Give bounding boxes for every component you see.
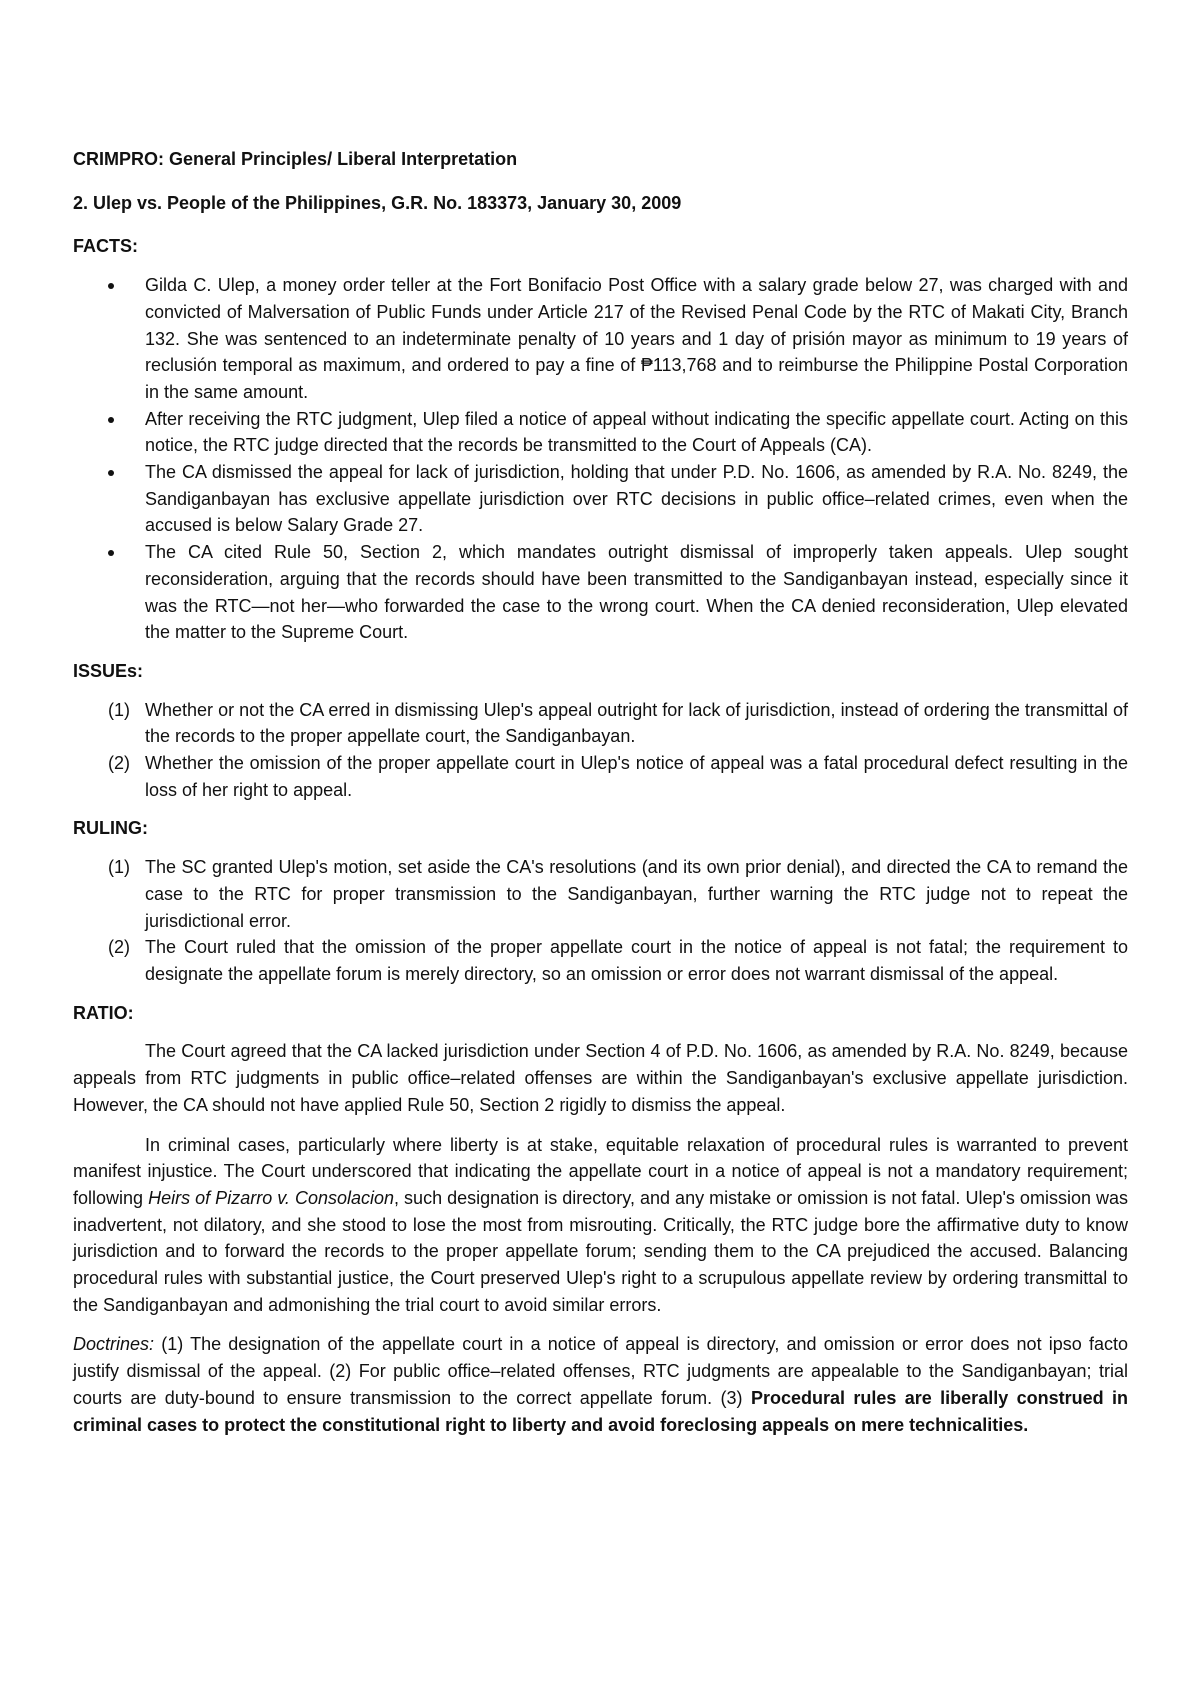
document-title: CRIMPRO: General Principles/ Liberal Interpretation <box>73 149 518 169</box>
issues-heading: ISSUEs: <box>73 660 144 681</box>
doctrines-label: Doctrines: <box>73 1334 155 1355</box>
ruling-heading: RULING: <box>73 818 148 839</box>
issues-list <box>73 697 1128 804</box>
ratio-paragraph-1: The Court agreed that the CA lacked jurisdiction under Section 4 of P.D. No. 1606, as amended by R.A. No. 8249, because appeals from RTC judgments in public office–related offenses are within the Sandiganbayan's exclusive appellate jurisdiction. However, the CA should not have applied Rule 50, Section 2 rigidly to dismiss the appeal. <box>73 1041 1128 1115</box>
ratio-heading: RATIO: <box>73 1002 134 1023</box>
facts-item <box>73 272 1128 406</box>
case-title: 2. Ulep vs. People of the Philippines, G.R. No. 183373, January 30, 2009 <box>73 192 682 213</box>
facts-item <box>73 406 1128 459</box>
case-citation: Heirs of Pizarro v. Consolacion <box>148 1187 395 1208</box>
bullet-icon <box>108 283 114 289</box>
ratio-paragraph-2-text-b: , such designation is directory, and any mistake or omission is not fatal. Ulep's omission was inadvertent, not dilatory, and she stood to lose the most from misrouting. Critically, the RTC judge bore the affirmative duty to know jurisdiction and to forward the records to the proper appellate forum; sending them to the CA prejudiced the accused. Balancing procedural rules with substantial justice, the Court preserved Ulep's right to a scrupulous appellate review by ordering transmittal to the Sandiganbayan and admonishing the trial court to avoid similar errors. <box>73 1187 1129 1315</box>
ruling-number: (1) <box>108 857 130 878</box>
facts-item <box>73 539 1128 646</box>
ruling-list <box>73 854 1128 988</box>
facts-item <box>73 459 1128 539</box>
ruling-text: The Court ruled that the omission of the proper appellate court in the notice of appeal is not fatal; the requirement to designate the appellate forum is merely directory, so an omission or error does not warrant dismissal of the appeal. <box>145 937 1128 984</box>
facts-item-text: The CA cited Rule 50, Section 2, which mandates outright dismissal of improperly taken appeals. Ulep sought reconsideration, arguing that the records should have been transmitted to the Sandiganbayan instead, especially since it was the RTC—not her—who forwarded the case to the wrong court. When the CA denied reconsideration, Ulep elevated the matter to the Supreme Court. <box>145 542 1128 643</box>
ratio-paragraph-2-text-a: In criminal cases, particularly where liberty is at stake, equitable relaxation of procedural rules is warranted to prevent manifest injustice. The Court underscored that indicating the appellate court in a notice of appeal is not a mandatory requirement; following <box>73 1134 1128 1208</box>
bullet-icon <box>108 550 114 556</box>
ratio-paragraph-2 <box>73 1132 1128 1319</box>
bullet-icon <box>108 470 114 476</box>
issue-item <box>73 697 1128 750</box>
bullet-icon <box>108 417 114 423</box>
facts-item-text: The CA dismissed the appeal for lack of jurisdiction, holding that under P.D. No. 1606, as amended by R.A. No. 8249, the Sandiganbayan has exclusive appellate jurisdiction over RTC decisions in public office–related crimes, even when the accused is below Salary Grade 27. <box>145 462 1128 536</box>
doctrines-text: (1) The designation of the appellate court in a notice of appeal is directory, and omission or error does not ipso facto justify dismissal of the appeal. (2) For public office–related offenses, RTC judgments are appealable to the Sandiganbayan; trial courts are duty-bound to ensure transmission to the correct appellate forum. (3) <box>73 1334 1128 1408</box>
doctrines-emphasis: Procedural rules are liberally construed in criminal cases to protect the constitutional right to liberty and avoid foreclosing appeals on mere technicalities. <box>73 1387 1128 1435</box>
issue-item <box>73 750 1128 803</box>
facts-heading: FACTS: <box>73 236 138 257</box>
facts-list <box>73 272 1128 646</box>
facts-item-text: Gilda C. Ulep, a money order teller at the Fort Bonifacio Post Office with a salary grade below 27, was charged with and convicted of Malversation of Public Funds under Article 217 of the Revised Penal Code by the RTC of Makati City, Branch 132. She was sentenced to an indeterminate penalty of 10 years and 1 day of prisión mayor as minimum to 19 years of reclusión temporal as maximum, and ordered to pay a fine of ₱113,768 and to reimburse the Philippine Postal Corporation in the same amount. <box>145 275 1128 402</box>
ruling-item <box>73 934 1128 987</box>
ruling-text: The SC granted Ulep's motion, set aside the CA's resolutions (and its own prior denial), and directed the CA to remand the case to the RTC for proper transmission to the Sandiganbayan, further warning the RTC judge not to repeat the jurisdictional error. <box>145 857 1128 931</box>
ruling-item <box>73 854 1128 934</box>
issue-text: Whether or not the CA erred in dismissing Ulep's appeal outright for lack of jurisdiction, instead of ordering the transmittal of the records to the proper appellate court, the Sandiganbayan. <box>145 699 1128 747</box>
ruling-number: (2) <box>108 937 130 958</box>
doctrines-paragraph <box>73 1331 1128 1438</box>
issue-text: Whether the omission of the proper appellate court in Ulep's notice of appeal was a fatal procedural defect resulting in the loss of her right to appeal. <box>145 753 1128 800</box>
issue-number: (2) <box>108 753 130 774</box>
facts-item-text: After receiving the RTC judgment, Ulep filed a notice of appeal without indicating the specific appellate court. Acting on this notice, the RTC judge directed that the records be transmitted to the Court of Appeals (CA). <box>145 408 1128 456</box>
issue-number: (1) <box>108 699 130 720</box>
